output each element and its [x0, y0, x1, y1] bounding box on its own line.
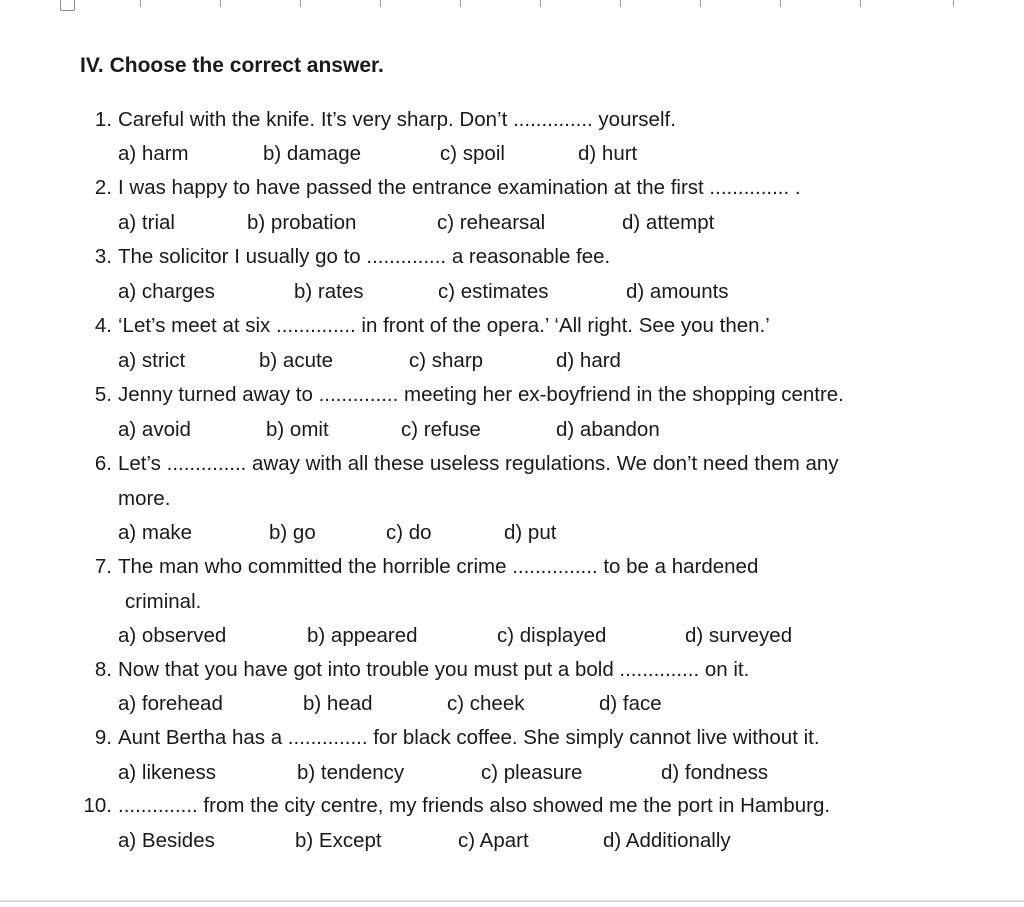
answer-option-a[interactable]: a) harm [118, 142, 189, 165]
answer-option-d[interactable]: d) put [504, 521, 557, 544]
question-number: 1. [94, 108, 112, 131]
answer-option-d[interactable]: d) face [599, 692, 662, 715]
answer-option-c[interactable]: c) rehearsal [437, 211, 546, 234]
answer-option-d[interactable]: d) surveyed [685, 624, 793, 647]
answer-option-b[interactable]: b) acute [259, 349, 334, 372]
question-stem: Let’s .............. away with all these useless regulations. We don’t need them any [118, 452, 839, 475]
answer-option-b[interactable]: b) head [303, 692, 373, 715]
answer-option-a[interactable]: a) likeness [118, 761, 216, 784]
answer-option-a[interactable]: a) Besides [118, 829, 215, 852]
question-number: 10. [83, 794, 112, 817]
answer-option-d[interactable]: d) hurt [578, 142, 638, 165]
answer-option-a[interactable]: a) strict [118, 349, 186, 372]
question-stem: ‘Let’s meet at six .............. in front of the opera.’ ‘All right. See you then.’ [118, 314, 770, 337]
answer-option-c[interactable]: c) cheek [447, 692, 525, 715]
question-number: 4. [94, 314, 112, 337]
answer-option-d[interactable]: d) amounts [626, 280, 729, 303]
answer-option-b[interactable]: b) go [269, 521, 316, 544]
question-number: 2. [94, 176, 112, 199]
answer-option-c[interactable]: c) spoil [440, 142, 505, 165]
answer-option-b[interactable]: b) appeared [307, 624, 418, 647]
question-number: 5. [94, 383, 112, 406]
answer-option-c[interactable]: c) Apart [458, 829, 529, 852]
answer-option-b[interactable]: b) tendency [297, 761, 405, 784]
question-stem: Aunt Bertha has a .............. for black coffee. She simply cannot live without it. [118, 726, 820, 749]
question-number: 9. [94, 726, 112, 749]
answer-option-c[interactable]: c) estimates [438, 280, 549, 303]
answer-option-b[interactable]: b) probation [247, 211, 357, 234]
question-number: 8. [94, 658, 112, 681]
answer-option-a[interactable]: a) trial [118, 211, 175, 234]
answer-option-a[interactable]: a) avoid [118, 418, 191, 441]
answer-option-a[interactable]: a) make [118, 521, 193, 544]
answer-option-c[interactable]: c) sharp [409, 349, 484, 372]
answer-option-c[interactable]: c) refuse [401, 418, 481, 441]
answer-option-d[interactable]: d) attempt [622, 211, 715, 234]
answer-option-a[interactable]: a) charges [118, 280, 215, 303]
answer-option-d[interactable]: d) Additionally [603, 829, 731, 852]
answer-option-c[interactable]: c) do [386, 521, 432, 544]
question-stem: The solicitor I usually go to .............. a reasonable fee. [118, 245, 611, 268]
answer-option-d[interactable]: d) abandon [556, 418, 660, 441]
answer-option-b[interactable]: b) omit [266, 418, 329, 441]
page-edge-mark [953, 0, 954, 6]
answer-option-d[interactable]: d) hard [556, 349, 621, 372]
question-number: 7. [94, 555, 112, 578]
answer-option-c[interactable]: c) pleasure [481, 761, 583, 784]
cut-off-ruler [80, 0, 940, 15]
question-stem: Jenny turned away to .............. meeting her ex-boyfriend in the shopping centre. [118, 383, 844, 406]
answer-option-a[interactable]: a) forehead [118, 692, 223, 715]
answer-option-c[interactable]: c) displayed [497, 624, 607, 647]
checkbox-icon [60, 0, 75, 11]
question-stem: Now that you have got into trouble you must put a bold .............. on it. [118, 658, 750, 681]
question-number: 6. [94, 452, 112, 475]
question-stem: Careful with the knife. It’s very sharp. Don’t .............. yourself. [118, 108, 676, 131]
question-stem: I was happy to have passed the entrance examination at the first .............. . [118, 176, 801, 199]
question-stem: The man who committed the horrible crime ............... to be a hardened [118, 555, 759, 578]
section-title: IV. Choose the correct answer. [80, 54, 384, 77]
answer-option-b[interactable]: b) Except [295, 829, 382, 852]
page-bottom-divider [0, 900, 1024, 902]
question-stem-continued: criminal. [125, 590, 202, 613]
question-stem-continued: more. [118, 487, 171, 510]
answer-option-d[interactable]: d) fondness [661, 761, 769, 784]
answer-option-b[interactable]: b) rates [294, 280, 364, 303]
answer-option-b[interactable]: b) damage [263, 142, 362, 165]
question-stem: .............. from the city centre, my friends also showed me the port in Hamburg. [118, 794, 831, 817]
question-number: 3. [94, 245, 112, 268]
answer-option-a[interactable]: a) observed [118, 624, 227, 647]
cut-off-previous-content [0, 0, 1024, 22]
